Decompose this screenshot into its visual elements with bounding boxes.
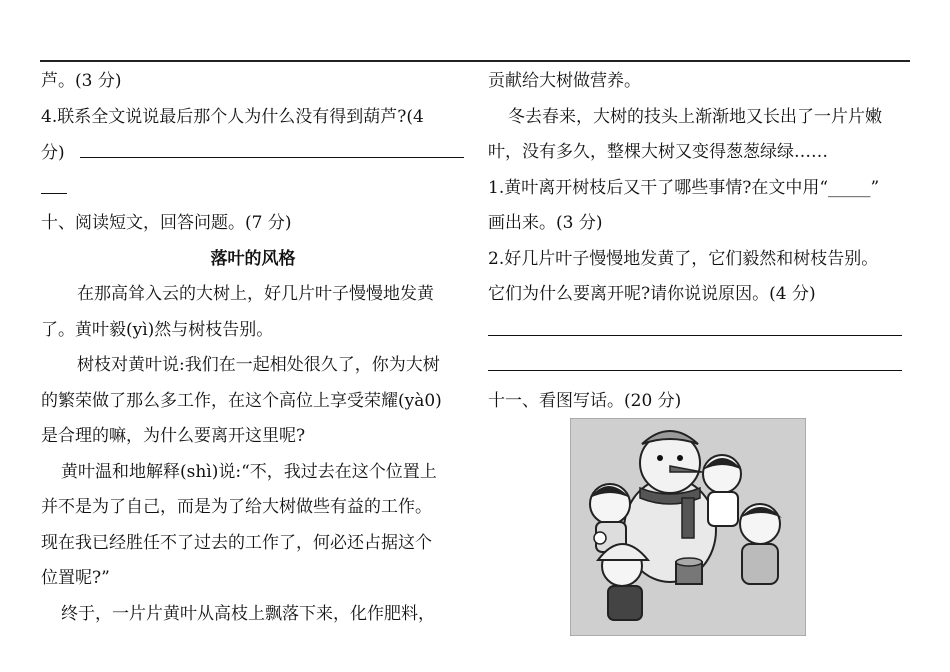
answer-blank-q2-1[interactable] (488, 313, 902, 336)
left-column (41, 64, 465, 632)
passage-title: 落叶的风格 (210, 248, 296, 269)
question-2-points: 它们为什么要离开呢?请你说说原因。(4 分) (488, 284, 816, 304)
answer-line-1 (488, 313, 910, 349)
passage-line: 位置呢?” (41, 568, 110, 588)
section-ten-heading: 十、阅读短文，回答问题。(7 分) (41, 213, 292, 233)
passage-line: 树枝对黄叶说:我们在一起相处很久了，你为大树 (77, 355, 440, 375)
answer-blank-q4-cont[interactable] (41, 171, 67, 194)
passage-line: 在那高耸入云的大树上，好几片叶子慢慢地发黄 (77, 284, 434, 304)
question-1-text: 1.黄叶离开树枝后又干了哪些事情?在文中用“_____” (488, 177, 880, 198)
snowman-children-picture (570, 418, 806, 636)
answer-blank-line (41, 171, 465, 207)
question-2-text: 2.好几片叶子慢慢地发黄了，它们毅然和树枝告别。 (488, 248, 879, 269)
answer-blank-q2-2[interactable] (488, 348, 902, 371)
passage-line: 叶，没有多久，整棵大树又变得葱葱绿绿…… (488, 142, 828, 162)
section-eleven-heading: 十一、看图写话。(20 分) (488, 390, 682, 411)
passage-line: 并不是为了自己，而是为了给大树做些有益的工作。 (41, 497, 432, 517)
passage-line: 是合理的嘛，为什么要离开这里呢? (41, 426, 306, 446)
question-4-points: 分) (41, 143, 65, 163)
question-4-text: 4.联系全文说说最后那个人为什么没有得到葫芦?(4 (41, 106, 424, 127)
passage-line: 黄叶温和地解释(shì)说:“不，我过去在这个位置上 (61, 461, 437, 482)
question-4-line-2 (41, 135, 465, 171)
answer-blank-q4[interactable] (80, 135, 464, 158)
passage-line: 冬去春来，大树的技头上渐渐地又长出了一片片嫩 (508, 106, 882, 127)
passage-line: 了。黄叶毅(yì)然与树枝告别。 (41, 319, 274, 340)
passage-line: 的繁荣做了那么多工作，在这个高位上享受荣耀(yà0) (41, 390, 442, 411)
passage-line: 终于，一片片黄叶从高枝上飘落下来，化作肥料， (61, 603, 435, 624)
header-rule (40, 60, 910, 62)
passage-line: 现在我已经胜任不了过去的工作了，何必还占据这个 (41, 532, 432, 553)
answer-line-2 (488, 348, 910, 384)
question-3-end: 芦。(3 分) (41, 71, 122, 91)
question-1-points: 画出来。(3 分) (488, 213, 603, 233)
right-column (488, 64, 910, 419)
passage-line: 贡献给大树做营养。 (488, 71, 641, 91)
